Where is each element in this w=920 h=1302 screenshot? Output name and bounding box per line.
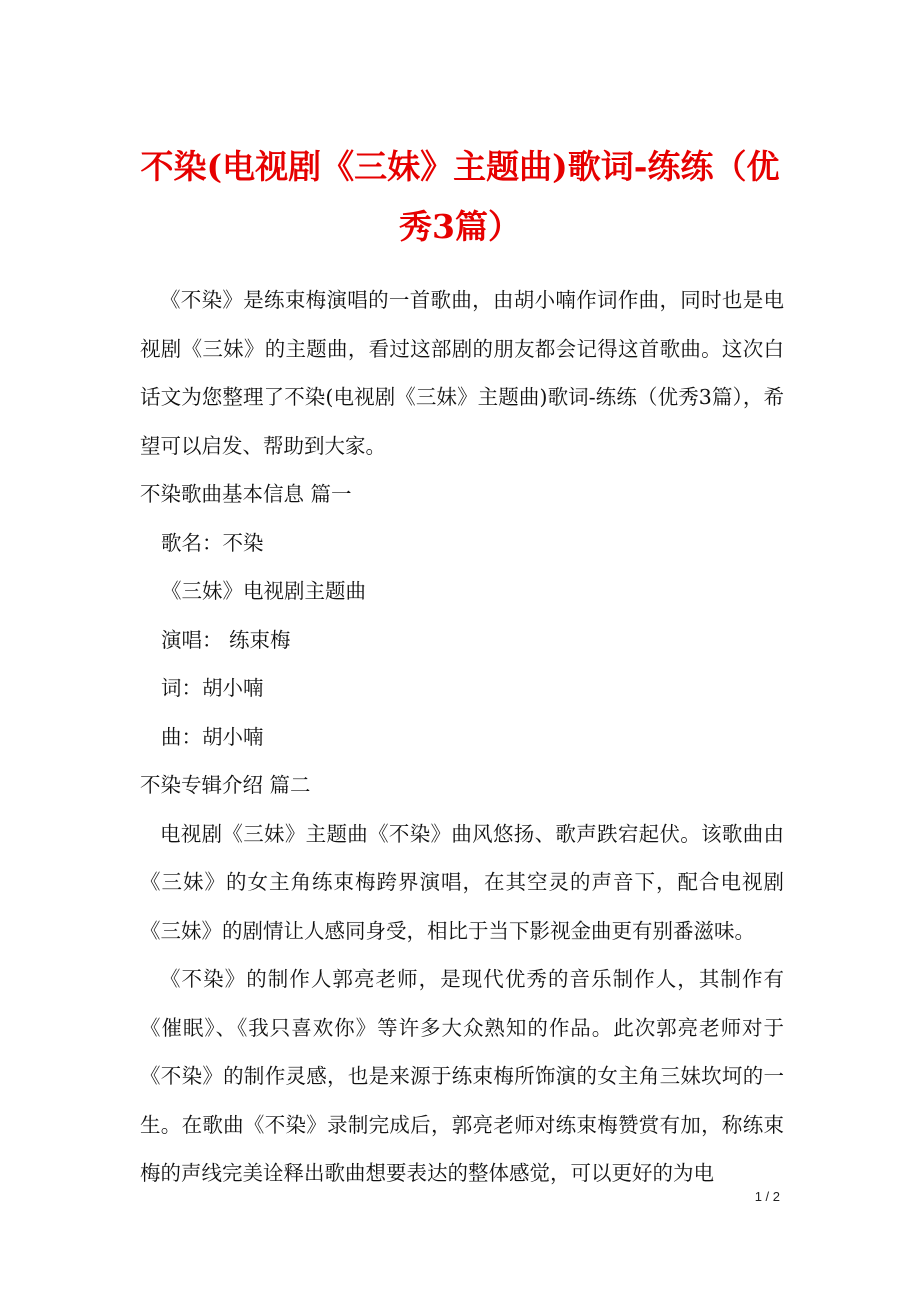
info-theme: 《三妹》电视剧主题曲 — [161, 579, 366, 603]
page-number: 1 / 2 — [754, 1189, 780, 1204]
section1-heading: 不染歌曲基本信息 篇一 — [140, 482, 352, 506]
document-body — [140, 276, 784, 1198]
album-paragraph-1: 电视剧《三妹》主题曲《不染》曲风悠扬、歌声跌宕起伏。该歌曲由《三妹》的女主角练束梅跨界演唱，在其空灵的声音下，配合电视剧《三妹》的剧情让人感同身受，相比于当下影视金曲更有别番滋味。 — [140, 821, 784, 943]
album-paragraph-2: 《不染》的制作人郭亮老师，是现代优秀的音乐制作人，其制作有《催眠》、《我只喜欢你》等许多大众熟知的作品。此次郭亮老师对于《不染》的制作灵感，也是来源于练束梅所饰演的女主角三妹坎坷的一生。在歌曲《不染》录制完成后，郭亮老师对练束梅赞赏有加，称练束梅的声线完美诠释出歌曲想要表达的整体感觉，可以更好的为电 — [140, 967, 784, 1185]
info-music: 曲：胡小喃 — [161, 724, 264, 749]
info-song-name: 歌名：不染 — [161, 530, 264, 555]
info-lyrics: 词：胡小喃 — [161, 676, 264, 700]
intro-paragraph: 《不染》是练束梅演唱的一首歌曲，由胡小喃作词作曲，同时也是电视剧《三妹》的主题曲，看过这部剧的朋友都会记得这首歌曲。这次白话文为您整理了不染(电视剧《三妹》主题曲)歌词-练练（优秀3篇），希望可以启发、帮助到大家。 — [140, 288, 784, 458]
document-title: 不染(电视剧《三妹》主题曲)歌词-练练（优秀3篇） — [140, 147, 780, 246]
info-singer: 演唱： 练束梅 — [161, 627, 291, 652]
section2-heading: 不染专辑介绍 篇二 — [140, 773, 311, 797]
